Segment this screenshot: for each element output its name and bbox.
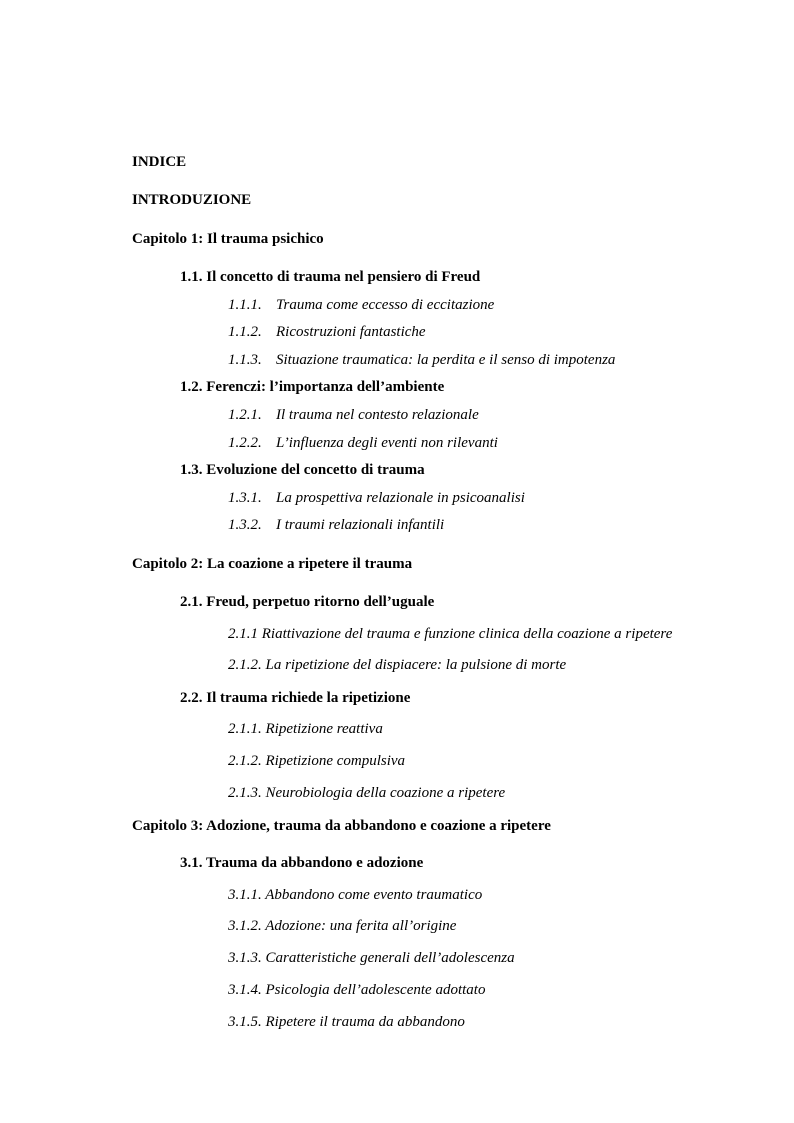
subsection-number: 1.1.2. [228,324,262,340]
subsection-2-2-2: 2.1.2. Ripetizione compulsiva [228,753,406,769]
subsection-1-1-3 [228,351,615,369]
section-2-1-heading: 2.1. Freud, perpetuo ritorno dell’uguale [180,594,435,610]
subsection-number: 1.2.2. [228,435,262,451]
subsection-number: 1.1.3. [228,352,262,368]
subsection-3-1-4: 3.1.4. Psicologia dell’adolescente adottato [228,982,486,998]
subsection-1-1-1 [228,296,494,314]
chapter-2-heading: Capitolo 2: La coazione a ripetere il trauma [132,556,413,572]
subsection-1-3-2 [228,516,444,534]
subsection-text: Ricostruzioni fantastiche [276,324,426,340]
chapter-3-heading: Capitolo 3: Adozione, trauma da abbandono e coazione a ripetere [132,818,551,834]
section-3-1-heading: 3.1. Trauma da abbandono e adozione [180,855,424,871]
introduction-entry: INTRODUZIONE [132,192,252,208]
subsection-text: La prospettiva relazionale in psicoanalisi [276,490,525,506]
subsection-2-1-2: 2.1.2. La ripetizione del dispiacere: la pulsione di morte [228,657,567,673]
subsection-2-2-1: 2.1.1. Ripetizione reattiva [228,721,383,737]
subsection-number: 1.2.1. [228,407,262,423]
subsection-3-1-2: 3.1.2. Adozione: una ferita all’origine [228,918,457,934]
section-2-2-heading: 2.2. Il trauma richiede la ripetizione [180,690,411,706]
subsection-3-1-3: 3.1.3. Caratteristiche generali dell’adolescenza [228,950,515,966]
subsection-1-3-1 [228,489,525,507]
subsection-text: Il trauma nel contesto relazionale [276,407,479,423]
subsection-number: 1.1.1. [228,297,262,313]
subsection-3-1-5: 3.1.5. Ripetere il trauma da abbandono [228,1014,465,1030]
subsection-text: I traumi relazionali infantili [276,517,445,533]
subsection-1-1-2 [228,323,426,341]
subsection-text: Situazione traumatica: la perdita e il senso di impotenza [276,352,616,368]
chapter-1-heading: Capitolo 1: Il trauma psichico [132,231,324,247]
section-1-2-heading: 1.2. Ferenczi: l’importanza dell’ambiente [180,379,445,395]
subsection-text: Trauma come eccesso di eccitazione [276,297,495,313]
subsection-text: L’influenza degli eventi non rilevanti [276,435,498,451]
subsection-2-2-3: 2.1.3. Neurobiologia della coazione a ripetere [228,785,506,801]
subsection-1-2-1 [228,406,479,424]
index-title: INDICE [132,154,187,170]
subsection-1-2-2 [228,434,498,452]
subsection-3-1-1: 3.1.1. Abbandono come evento traumatico [228,887,483,903]
section-1-1-heading: 1.1. Il concetto di trauma nel pensiero di Freud [180,269,481,285]
subsection-number: 1.3.2. [228,517,262,533]
section-1-3-heading: 1.3. Evoluzione del concetto di trauma [180,462,425,478]
subsection-number: 1.3.1. [228,490,262,506]
subsection-2-1-1: 2.1.1 Riattivazione del trauma e funzione clinica della coazione a ripetere [228,626,673,642]
